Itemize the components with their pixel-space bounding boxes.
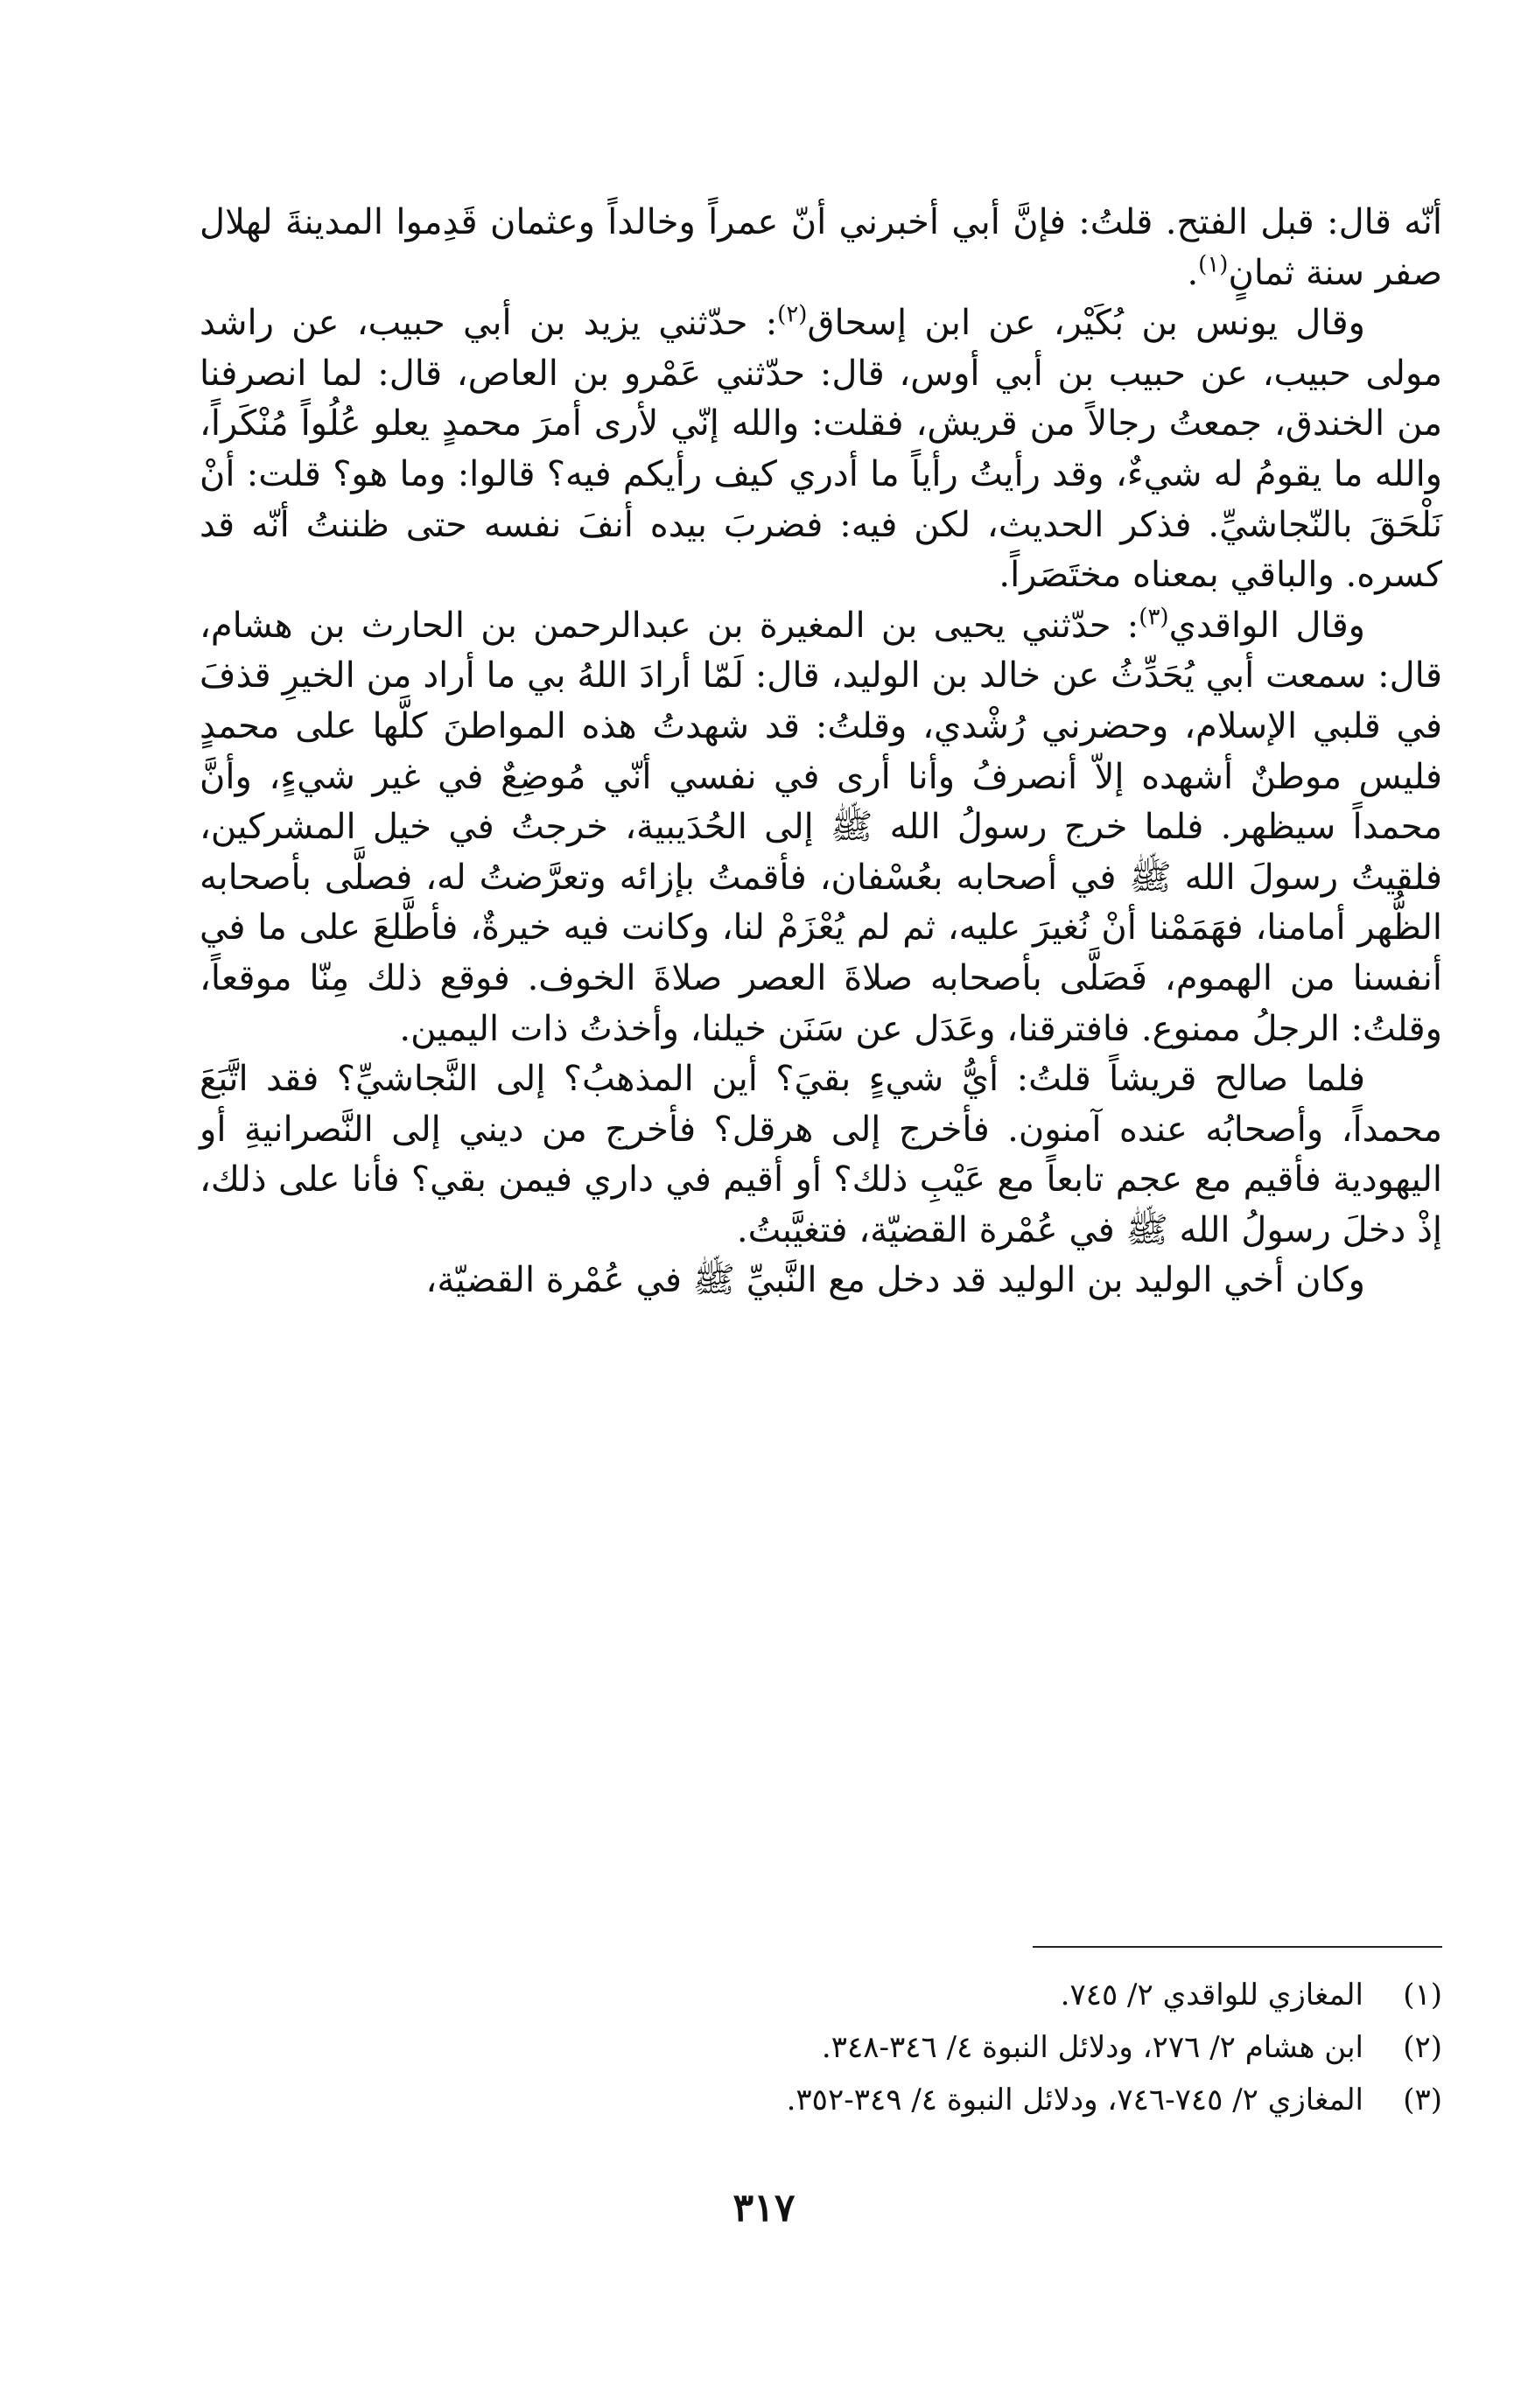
paragraph-2	[200, 298, 1442, 601]
footnote-3-number: (٣)	[1403, 2082, 1442, 2118]
paragraph-1	[200, 198, 1442, 298]
footnote-marker-3: (٣)	[1139, 604, 1169, 631]
footnote-marker-1: (١)	[1198, 251, 1229, 278]
paragraph-4-text: فلما صالح قريشاً قلتُ: أيُّ شيءٍ بقيَ؟ أين المذهبُ؟ إلى النَّجاشيِّ؟ فقد اتَّبَعَ محمداً، وأصحابُه عنده آمنون. فأخرج إلى هرقل؟ فأخرج من ديني إلى النَّصرانيةِ أو اليهودية فأقيم مع عجم تابعاً مع عَيْبِ ذلك؟ أو أقيم في داري فيمن بقي؟ فأنا على ذلك، إذْ دخلَ رسولُ الله ﷺ في عُمْرة القضيّة، فتغيَّبتُ.	[200, 1059, 1442, 1250]
paragraph-1-tail: .	[1187, 252, 1199, 293]
footnote-1	[200, 1969, 1442, 2021]
footnote-divider	[1033, 1946, 1442, 1948]
paragraph-2-text: وقال يونس بن بُكَيْر، عن ابن إسحاق	[807, 303, 1365, 344]
footnote-1-number: (١)	[1403, 1978, 1442, 2012]
footnote-2-text: ابن هشام ٢/ ٢٧٦، ودلائل النبوة ٤/ ٣٤٦-٣٤٨.	[821, 2030, 1363, 2065]
paragraph-5-text: وكان أخي الوليد بن الوليد قد دخل مع النَّبيِّ ﷺ في عُمْرة القضيّة،	[425, 1260, 1365, 1301]
footnote-2-number: (٢)	[1403, 2030, 1442, 2065]
paragraph-3-tail: : حدّثني يحيى بن المغيرة بن عبدالرحمن بن الحارث بن هشام، قال: سمعت أبي يُحَدِّثُ عن خالد بن الوليد، قال: لَمّا أرادَ اللهُ بي ما أراد من الخيرِ قذفَ في قلبي الإسلام، وحضرني رُشْدي، وقلتُ: قد شهدتُ هذه المواطنَ كلَّها على محمدٍ فليس موطنٌ أشهده إلاّ أنصرفُ وأنا أرى في نفسي أنّي مُوضِعٌ في غير شيءٍ، وأنَّ محمداً سيظهر. فلما خرج رسولُ الله ﷺ إلى الحُدَيبية، خرجتُ في خيل المشركين، فلقيتُ رسولَ الله ﷺ في أصحابه بعُسْفان، فأقمتُ بإزائه وتعرَّضتُ له، فصلَّى بأصحابه الظُّهر أمامنا، فهَمَمْنا أنْ نُغيرَ عليه، ثم لم يُعْزَمْ لنا، وكانت فيه خيرةٌ، فأطَّلعَ على ما في أنفسنا من الهموم، فَصَلَّى بأصحابه صلاةَ العصر صلاةَ الخوف. فوقع ذلك مِنّا موقعاً، وقلتُ: الرجلُ ممنوع. فافترقنا، وعَدَل عن سَنَن خيلنا، وأخذتُ ذات اليمين.	[200, 605, 1442, 1049]
paragraph-3	[200, 601, 1442, 1054]
paragraph-3-text: وقال الواقدي	[1168, 605, 1366, 646]
footnote-3	[200, 2074, 1442, 2126]
paragraph-5	[200, 1256, 1442, 1306]
paragraph-4	[200, 1054, 1442, 1256]
paragraph-2-tail: : حدّثني يزيد بن أبي حبيب، عن راشد مولى حبيب، عن حبيب بن أبي أوس، قال: حدّثني عَمْرو بن العاص، قال: لما انصرفنا من الخندق، جمعتُ رجالاً من قريش، فقلت: والله إنّي لأرى أمرَ محمدٍ يعلو عُلُواً مُنْكَراً، والله ما يقومُ له شيءٌ، وقد رأيتُ رأياً ما أدري كيف رأيكم فيه؟ قالوا: وما هو؟ قلت: أنْ نَلْحَقَ بالنّجاشيِّ. فذكر الحديث، لكن فيه: فضربَ بيده أنفَ نفسه حتى ظننتُ أنّه قد كسره. والباقي بمعناه مختَصَراً.	[200, 303, 1442, 596]
page-number: ٣١٧	[732, 2186, 796, 2230]
footnote-1-text: المغازي للواقدي ٢/ ٧٤٥.	[1060, 1978, 1363, 2012]
footnotes	[200, 1969, 1442, 2126]
footnote-2	[200, 2021, 1442, 2074]
paragraph-1-text: أنّه قال: قبل الفتح. قلتُ: فإنَّ أبي أخبرني أنّ عمراً وخالداً وعثمان قَدِموا المدينةَ لهلال صفر سنة ثمانٍ	[200, 202, 1442, 293]
footnote-3-text: المغازي ٢/ ٧٤٥-٧٤٦، ودلائل النبوة ٤/ ٣٤٩-٣٥٢.	[786, 2082, 1363, 2118]
main-text	[200, 198, 1442, 1306]
footnote-marker-2: (٢)	[777, 301, 808, 328]
